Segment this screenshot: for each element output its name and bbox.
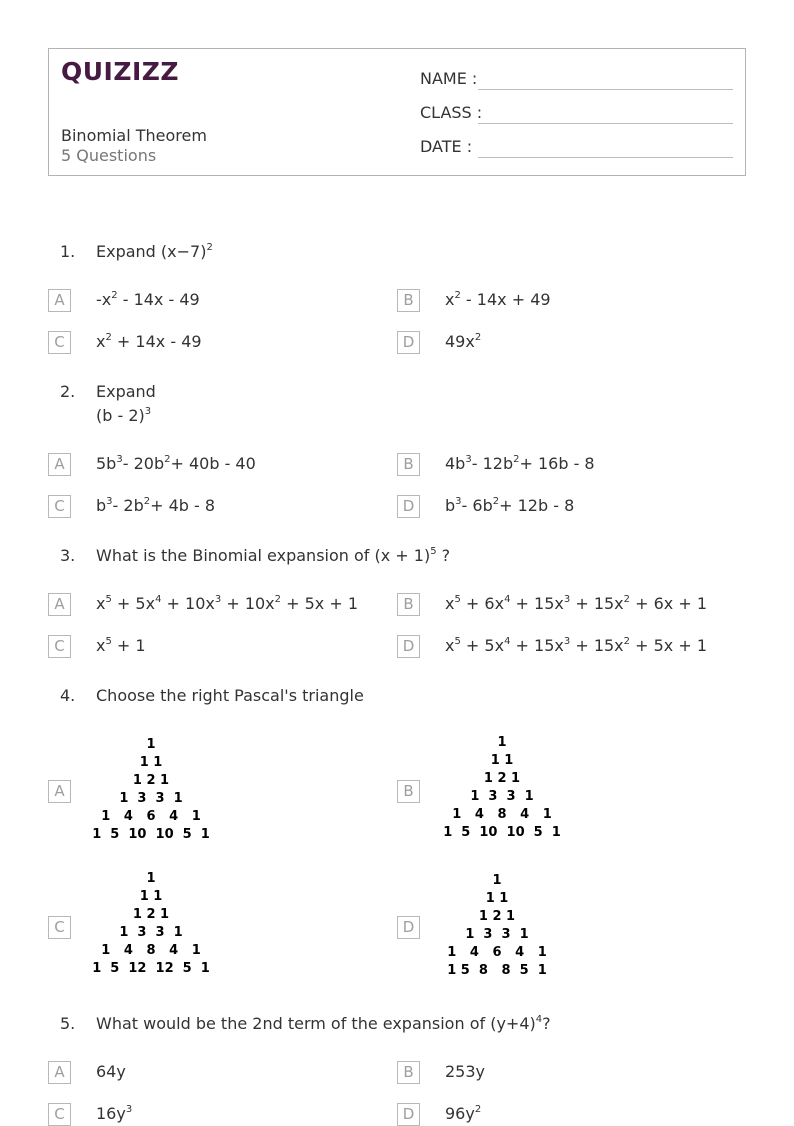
option-letter[interactable]: B (397, 453, 420, 476)
option-text[interactable]: $x^2 + 14x - 49$ (96, 331, 202, 351)
class-label: CLASS : (420, 103, 483, 122)
option-text[interactable]: $4b^3-$ $12b^2+ 16b - 8$ (445, 453, 595, 473)
option-letter[interactable]: A (48, 593, 71, 616)
question-text: What would be the 2nd term of the expansion of $(y+4)^4$? (96, 1013, 551, 1033)
question-text: Choose the right Pascal's triangle (96, 686, 364, 705)
option-text[interactable]: $96y^2$ (445, 1103, 482, 1123)
question-number: 4. (60, 686, 76, 705)
option-text[interactable]: $x^5 + 5x^4 + 10x^3 + 10x^2 + 5x + 1$ (96, 593, 358, 613)
question-number: 1. (60, 242, 76, 261)
question-text: Expand $(x-7)^2$ (96, 241, 213, 261)
question-number: 2. (60, 382, 76, 401)
quizizz-logo: QUIZIZZ (61, 57, 180, 86)
option-text[interactable]: $b^3-$ $2b^2+ 4b - 8$ (96, 495, 216, 515)
option-letter[interactable]: B (397, 780, 420, 803)
question-text: Expand (b - 2)$^3$ (96, 382, 156, 425)
option-text[interactable]: $x^5 + 1$ (96, 635, 146, 655)
name-label: NAME : (420, 69, 478, 88)
option-letter[interactable]: B (397, 1061, 420, 1084)
option-letter[interactable]: C (48, 1103, 71, 1126)
option-letter[interactable]: C (48, 495, 71, 518)
worksheet-title: Binomial Theorem (61, 126, 207, 145)
name-line[interactable] (478, 89, 733, 90)
option-letter[interactable]: D (397, 1103, 420, 1126)
option-letter[interactable]: D (397, 331, 420, 354)
option-text[interactable]: $x^2 - 14x + 49$ (445, 289, 551, 309)
option-text[interactable]: $-x^2 - 14x - 49$ (96, 289, 200, 309)
option-letter[interactable]: A (48, 780, 71, 803)
option-letter[interactable]: D (397, 635, 420, 658)
worksheet-header (48, 48, 746, 176)
option-text[interactable]: $x^5 + 5x^4 + 15x^3 + 15x^2 + 5x + 1$ (445, 635, 707, 655)
option-letter[interactable]: C (48, 635, 71, 658)
option-letter[interactable]: C (48, 916, 71, 939)
option-text[interactable]: $16y^3$ (96, 1103, 133, 1123)
date-label: DATE : (420, 137, 473, 156)
question-count: 5 Questions (61, 146, 157, 165)
option-text[interactable]: $x^5 + 6x^4 + 15x^3 + 15x^2 + 6x + 1$ (445, 593, 707, 613)
option-letter[interactable]: D (397, 495, 420, 518)
option-text[interactable]: 253y (445, 1062, 486, 1081)
option-text[interactable]: $49x^2$ (445, 331, 482, 351)
question-text: What is the Binomial expansion of $(x + 1)^5$ ? (96, 545, 451, 565)
option-letter[interactable]: A (48, 453, 71, 476)
class-line[interactable] (478, 123, 733, 124)
question-number: 5. (60, 1014, 76, 1033)
option-letter[interactable]: C (48, 331, 71, 354)
option-letter[interactable]: D (397, 916, 420, 939)
option-text[interactable]: $5b^3-$ $20b^2+ 40b - 40$ (96, 453, 256, 473)
option-letter[interactable]: B (397, 289, 420, 312)
date-line[interactable] (478, 157, 733, 158)
option-letter[interactable]: A (48, 289, 71, 312)
option-letter[interactable]: A (48, 1061, 71, 1084)
option-letter[interactable]: B (397, 593, 420, 616)
option-text[interactable]: 64y (96, 1062, 126, 1081)
question-number: 3. (60, 546, 76, 565)
option-text[interactable]: $b^3-$ $6b^2+ 12b - 8$ (445, 495, 575, 515)
